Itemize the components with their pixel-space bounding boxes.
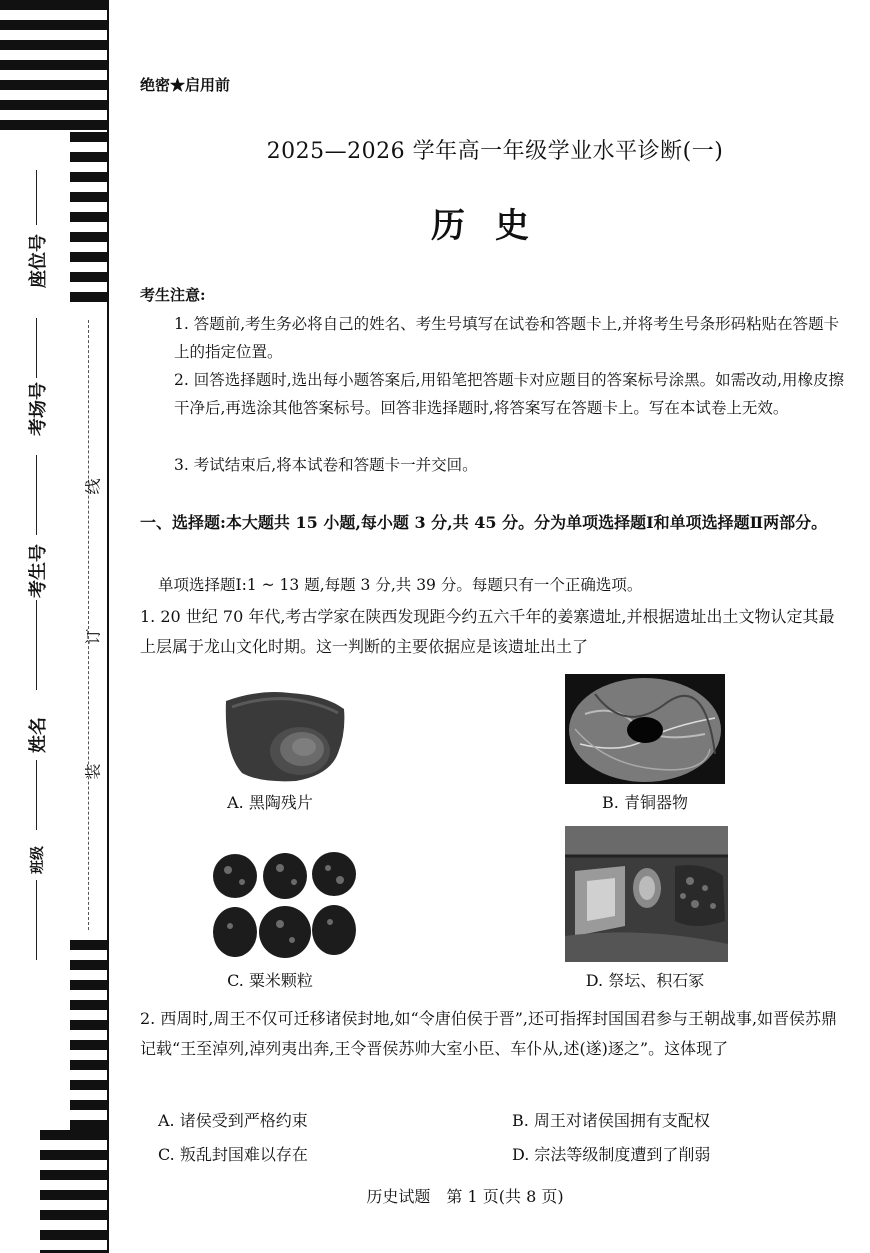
room-number-label: 考场号 [28,382,49,436]
class-line [36,760,37,830]
name-label: 姓名 [28,717,49,753]
binding-mark-line: 线 [83,478,103,495]
question-1-stem: 1. 20 世纪 70 年代,考古学家在陕西发现距今约五六千年的姜寨遗址,并根据遗址出土文物认定其最上层属于龙山文化时期。这一判断的主要依据应是该遗址出土了 [140,607,835,656]
question-2-option-d: D. 宗法等级制度遭到了削弱 [512,1145,711,1164]
option-a-caption: A. 黑陶残片 [227,793,313,812]
option-d-caption: D. 祭坛、积石冢 [585,971,705,990]
page-footer: 历史试题 第 1 页(共 8 页) [366,1187,564,1206]
class-label: 班级 [30,846,46,874]
notice-item-1: 1. 答题前,考生务必将自己的姓名、考生号填写在试卷和答题卡上,并将考生号条形码粘贴在答题卡上的指定位置。 [174,315,840,361]
name-line [36,600,37,690]
seat-line [36,170,37,225]
exam-number-line [36,455,37,535]
altar-cairn-image [565,826,728,962]
margin-stripes-lower [70,940,107,1130]
margin-stripes-top [0,0,107,132]
notice-heading: 考生注意: [140,286,206,304]
room-line [36,318,37,378]
notice-item-3: 3. 考试结束后,将本试卷和答题卡一并交回。 [174,456,478,474]
binding-margin [0,0,112,1253]
question-2-option-c: C. 叛乱封国难以存在 [158,1145,308,1164]
black-pottery-shard-image [220,683,350,785]
section-title: 一、选择题:本大题共 15 小题,每小题 3 分,共 45 分。分为单项选择题Ⅰ和单项选择题Ⅱ两部分。 [140,513,828,532]
subject-title: 历史 [431,206,559,246]
margin-stripes-upper [70,132,107,312]
notice-item-2: 2. 回答选择题时,选出每小题答案后,用铅笔把答题卡对应题目的答案标号涂黑。如需改动,用橡皮擦干净后,再选涂其他答案标号。回答非选择题时,将答案写在答题卡上。写在本试卷上无效。 [174,371,844,417]
question-2-stem: 2. 西周时,周王不仅可迁移诸侯封地,如“令唐伯侯于晋”,还可指挥封国国君参与王朝战事,如晋侯苏鼎记载“王至淖列,淖列夷出奔,王令晋侯苏帅大室小臣、车仆从,述(遂)逐之”。这体现了 [140,1009,838,1058]
bronze-object-image [565,674,725,784]
exam-number-label: 考生号 [28,544,49,598]
millet-grains-image [210,848,360,960]
seat-number-label: 座位号 [28,234,49,288]
section-subtitle: 单项选择题Ⅰ:1 ~ 13 题,每题 3 分,共 39 分。每题只有一个正确选项。 [158,576,643,594]
binding-mark-ding: 订 [83,628,103,645]
question-2-option-a: A. 诸侯受到严格约束 [158,1111,308,1130]
question-2-option-b: B. 周王对诸侯国拥有支配权 [512,1111,710,1130]
secret-label: 绝密★启用前 [140,76,231,94]
option-b-caption: B. 青铜器物 [602,793,688,812]
option-c-caption: C. 粟米颗粒 [227,971,313,990]
exam-title: 2025—2026 学年高一年级学业水平诊断(一) [266,139,724,164]
binding-mark-zhuang: 装 [83,763,103,780]
class-line-lower [36,880,37,960]
margin-rule [107,0,109,1253]
